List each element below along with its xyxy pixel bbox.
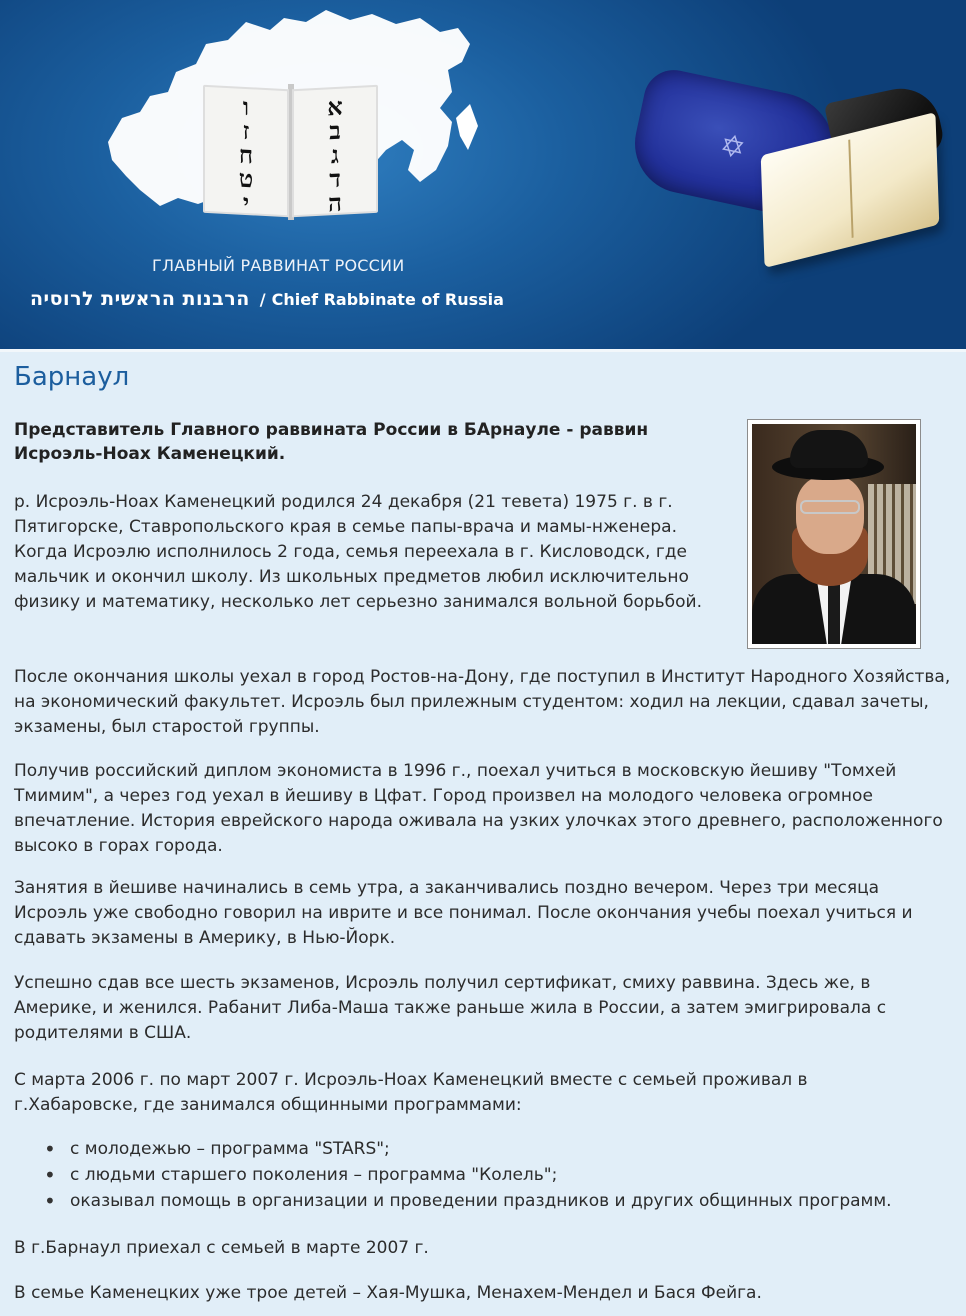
logo-letters-left (238, 91, 254, 218)
biography-paragraph: В г.Барнаул приехал с семьей в марте 2007 г. (14, 1238, 429, 1258)
logo-letter: ד (329, 163, 341, 194)
rabbi-portrait-image (752, 424, 916, 644)
tie-shape (828, 584, 840, 644)
logo-letter: ו (242, 91, 250, 122)
logo-letter: ה (328, 187, 342, 218)
embroidery-icon: ✡ (716, 127, 749, 168)
hat-crown-shape (790, 430, 868, 468)
header-banner (0, 0, 966, 349)
biography-paragraph: В семье Каменецких уже трое детей – Хая-Мушка, Менахем-Мендел и Бася Фейга. (14, 1283, 762, 1303)
face-shape (796, 476, 864, 554)
page-title: Барнаул (14, 362, 130, 392)
logo-book-right-page (292, 85, 378, 218)
logo-letter: ב (329, 115, 341, 146)
main-content (0, 349, 966, 1316)
list-item: • с людьми старшего поколения – программа "Колель"; (44, 1162, 954, 1188)
brand-name-english: Chief Rabbinate of Russia (271, 290, 504, 309)
logo-letter: י (242, 187, 250, 218)
logo-letter: ז (242, 115, 250, 146)
brand-name-russian: ГЛАВНЫЙ РАВВИНАТ РОССИИ (152, 256, 405, 275)
lead-text: Представитель Главного раввината России в БАрнауле - раввин Исроэль-Ноах Каменецкий. (14, 420, 649, 464)
logo-book-left-page (203, 85, 289, 218)
biography-paragraph: С марта 2006 г. по март 2007 г. Исроэль-Ноах Каменецкий вместе с семьей проживал в г.Хабаровске, где занимался общинными программами: (14, 1070, 808, 1115)
brand-separator: / (259, 290, 266, 309)
biography-paragraph: После окончания школы уехал в город Ростов-на-Дону, где поступил в Институт Народного Хозяйства, на экономический факультет. Исроэль был прилежным студентом: ходил на лекции, сдавал зачеты, экзамены, был старостой группы. (14, 667, 951, 737)
logo-letters-right (327, 91, 343, 218)
biography-paragraph: Успешно сдав все шесть экзаменов, Исроэль получил сертификат, смиху раввина. Здесь же, в Америке, и женился. Рабанит Либа-Маша также раньше жила в России, а затем эмигрировала с родителями в США. (14, 973, 887, 1043)
brand-name-hebrew: הרבנות הראשית לרוסיה (30, 288, 250, 310)
logo-letter: א (327, 91, 343, 122)
brand-line (30, 288, 504, 310)
logo-letter: ט (238, 163, 254, 194)
list-item: • оказывал помощь в организации и проведении праздников и других общинных программ. (44, 1188, 954, 1214)
rabbi-photo (747, 419, 921, 649)
glasses-shape (800, 500, 860, 514)
list-item: • с молодежью – программа "STARS"; (44, 1136, 954, 1162)
logo-letter: ח (238, 139, 254, 170)
biography-paragraph: р. Исроэль-Ноах Каменецкий родился 24 декабря (21 тевета) 1975 г. в г. Пятигорске, Ставропольского края в семье папы-врача и мамы-нженера. Когда Исроэлю исполнилось 2 года, семья переехала в г. Кисловодск, где мальчик и окончил школу. Из школьных предметов любил исключительно физику и математику, несколько лет серьезно занимался вольной борьбой. (14, 492, 703, 612)
programs-list (44, 1136, 954, 1214)
logo-letter: ג (331, 139, 339, 170)
biography-paragraph: Получив российский диплом экономиста в 1996 г., поехал учиться в московскую йешиву "Томхей Тмимим", а через год уехал в йешиву в Цфат. Город произвел на молодого человека огромное впечатление. История еврейского народа оживала на узких улочках этого древнего, расположенного высоко в горах города. (14, 761, 943, 856)
biography-paragraph: Занятия в йешиве начинались в семь утра, а заканчивались поздно вечером. Через три месяца Исроэль уже свободно говорил на иврите и все понимал. После окончания учебы поехал учиться и сдавать экзамены в Америку, в Нью-Йорк. (14, 878, 913, 948)
